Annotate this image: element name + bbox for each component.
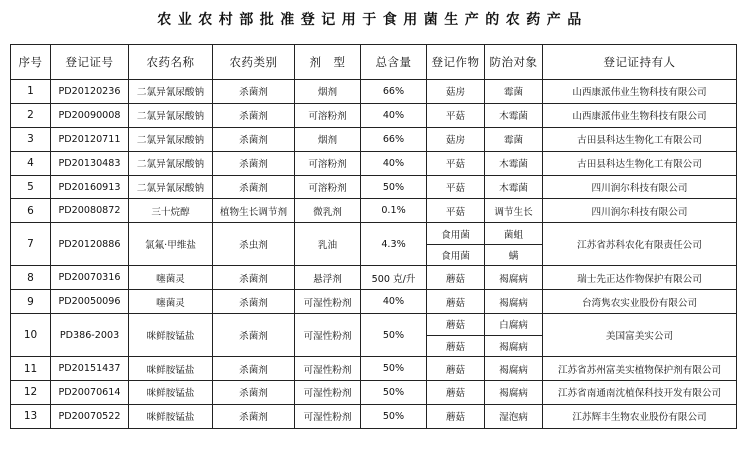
table-row [11, 381, 737, 405]
cell-name: 噻菌灵 [129, 290, 213, 314]
cell-reg: PD20090008 [51, 103, 129, 127]
cell-crop: 蘑菇 [427, 381, 485, 405]
cell-target: 褐腐病 [485, 381, 543, 405]
cell-category: 杀菌剂 [213, 175, 295, 199]
cell-name: 二氯异氰尿酸钠 [129, 80, 213, 104]
cell-target: 褐腐病 [485, 335, 543, 357]
cell-no: 1 [11, 80, 51, 104]
cell-category: 杀菌剂 [213, 314, 295, 357]
cell-target: 褐腐病 [485, 266, 543, 290]
cell-content: 40% [361, 151, 427, 175]
cell-crop: 蘑菇 [427, 290, 485, 314]
table-row [11, 314, 737, 336]
cell-form: 可湿性粉剂 [295, 290, 361, 314]
cell-reg: PD20050096 [51, 290, 129, 314]
cell-target: 白腐病 [485, 314, 543, 336]
cell-target: 霉菌 [485, 80, 543, 104]
cell-category: 杀菌剂 [213, 381, 295, 405]
cell-form: 悬浮剂 [295, 266, 361, 290]
cell-no: 12 [11, 381, 51, 405]
header-category: 农药类别 [213, 45, 295, 80]
cell-name: 三十烷醇 [129, 199, 213, 223]
cell-target: 褐腐病 [485, 290, 543, 314]
cell-no: 8 [11, 266, 51, 290]
cell-no: 10 [11, 314, 51, 357]
cell-target: 木霉菌 [485, 151, 543, 175]
cell-no: 11 [11, 357, 51, 381]
table-row [11, 80, 737, 104]
table-row [11, 175, 737, 199]
cell-no: 13 [11, 404, 51, 428]
cell-content: 50% [361, 314, 427, 357]
header-content: 总含量 [361, 45, 427, 80]
cell-content: 66% [361, 127, 427, 151]
cell-crop: 蘑菇 [427, 404, 485, 428]
cell-category: 杀菌剂 [213, 103, 295, 127]
cell-crop: 平菇 [427, 175, 485, 199]
cell-reg: PD20120886 [51, 223, 129, 266]
cell-category: 杀菌剂 [213, 404, 295, 428]
cell-crop: 平菇 [427, 103, 485, 127]
cell-crop: 平菇 [427, 199, 485, 223]
cell-form: 微乳剂 [295, 199, 361, 223]
cell-content: 40% [361, 103, 427, 127]
cell-reg: PD386-2003 [51, 314, 129, 357]
cell-name: 二氯异氰尿酸钠 [129, 175, 213, 199]
cell-no: 9 [11, 290, 51, 314]
document-title: 农业农村部批准登记用于食用菌生产的农药产品 [157, 12, 588, 28]
cell-crop: 食用菌 [427, 223, 485, 245]
cell-form: 乳油 [295, 223, 361, 266]
cell-name: 咪鲜胺锰盐 [129, 404, 213, 428]
table-body [11, 80, 737, 429]
header-reg: 登记证号 [51, 45, 129, 80]
cell-reg: PD20160913 [51, 175, 129, 199]
cell-holder: 江苏省南通南沈植保科技开发有限公司 [543, 381, 737, 405]
cell-form: 可溶粉剂 [295, 175, 361, 199]
cell-crop: 蘑菇 [427, 335, 485, 357]
cell-form: 可湿性粉剂 [295, 314, 361, 357]
header-crop: 登记作物 [427, 45, 485, 80]
cell-no: 7 [11, 223, 51, 266]
cell-category: 杀菌剂 [213, 290, 295, 314]
cell-holder: 四川润尔科技有限公司 [543, 175, 737, 199]
table-row [11, 199, 737, 223]
cell-holder: 美国富美实公司 [543, 314, 737, 357]
cell-target: 菌蛆 [485, 223, 543, 245]
cell-form: 可湿性粉剂 [295, 404, 361, 428]
cell-no: 3 [11, 127, 51, 151]
cell-crop: 食用菌 [427, 244, 485, 266]
cell-target: 木霉菌 [485, 103, 543, 127]
cell-name: 二氯异氰尿酸钠 [129, 151, 213, 175]
cell-crop: 平菇 [427, 151, 485, 175]
cell-content: 4.3% [361, 223, 427, 266]
cell-name: 噻菌灵 [129, 266, 213, 290]
cell-category: 杀菌剂 [213, 151, 295, 175]
cell-holder: 古田县科达生物化工有限公司 [543, 127, 737, 151]
cell-form: 可湿性粉剂 [295, 381, 361, 405]
cell-category: 杀虫剂 [213, 223, 295, 266]
table-row [11, 404, 737, 428]
cell-form: 可溶粉剂 [295, 103, 361, 127]
cell-name: 咪鲜胺锰盐 [129, 381, 213, 405]
cell-crop: 菇房 [427, 80, 485, 104]
cell-name: 咪鲜胺锰盐 [129, 314, 213, 357]
cell-reg: PD20080872 [51, 199, 129, 223]
cell-no: 4 [11, 151, 51, 175]
cell-form: 可溶粉剂 [295, 151, 361, 175]
table-row [11, 127, 737, 151]
cell-content: 66% [361, 80, 427, 104]
cell-target: 霉菌 [485, 127, 543, 151]
header-no: 序号 [11, 45, 51, 80]
cell-name: 二氯异氰尿酸钠 [129, 103, 213, 127]
cell-content: 40% [361, 290, 427, 314]
cell-name: 二氯异氰尿酸钠 [129, 127, 213, 151]
cell-holder: 山西康派伟业生物科技有限公司 [543, 80, 737, 104]
cell-name: 氯氟·甲维盐 [129, 223, 213, 266]
cell-content: 0.1% [361, 199, 427, 223]
cell-content: 50% [361, 381, 427, 405]
header-row [11, 45, 737, 80]
cell-holder: 瑞士先正达作物保护有限公司 [543, 266, 737, 290]
cell-holder: 江苏辉丰生物农业股份有限公司 [543, 404, 737, 428]
table-row [11, 103, 737, 127]
cell-target: 湿泡病 [485, 404, 543, 428]
cell-reg: PD20070522 [51, 404, 129, 428]
cell-crop: 菇房 [427, 127, 485, 151]
cell-content: 50% [361, 404, 427, 428]
cell-target: 褐腐病 [485, 357, 543, 381]
cell-holder: 四川润尔科技有限公司 [543, 199, 737, 223]
cell-reg: PD20070614 [51, 381, 129, 405]
registration-table [10, 44, 737, 429]
cell-no: 2 [11, 103, 51, 127]
cell-name: 咪鲜胺锰盐 [129, 357, 213, 381]
table-header [11, 45, 737, 80]
header-holder: 登记证持有人 [543, 45, 737, 80]
cell-form: 烟剂 [295, 127, 361, 151]
cell-target: 螨 [485, 244, 543, 266]
table-row [11, 223, 737, 245]
cell-target: 调节生长 [485, 199, 543, 223]
cell-category: 杀菌剂 [213, 127, 295, 151]
cell-category: 杀菌剂 [213, 357, 295, 381]
cell-category: 植物生长调节剂 [213, 199, 295, 223]
cell-crop: 蘑菇 [427, 357, 485, 381]
header-form: 剂 型 [295, 45, 361, 80]
header-name: 农药名称 [129, 45, 213, 80]
cell-target: 木霉菌 [485, 175, 543, 199]
cell-crop: 蘑菇 [427, 266, 485, 290]
cell-crop: 蘑菇 [427, 314, 485, 336]
table-row [11, 357, 737, 381]
cell-holder: 台湾隽农实业股份有限公司 [543, 290, 737, 314]
cell-category: 杀菌剂 [213, 80, 295, 104]
cell-form: 烟剂 [295, 80, 361, 104]
cell-holder: 古田县科达生物化工有限公司 [543, 151, 737, 175]
cell-reg: PD20130483 [51, 151, 129, 175]
cell-category: 杀菌剂 [213, 266, 295, 290]
cell-content: 50% [361, 357, 427, 381]
cell-reg: PD20070316 [51, 266, 129, 290]
table-row [11, 290, 737, 314]
table-row [11, 266, 737, 290]
cell-content: 50% [361, 175, 427, 199]
cell-reg: PD20151437 [51, 357, 129, 381]
cell-reg: PD20120711 [51, 127, 129, 151]
header-target: 防治对象 [485, 45, 543, 80]
cell-no: 5 [11, 175, 51, 199]
cell-reg: PD20120236 [51, 80, 129, 104]
cell-form: 可湿性粉剂 [295, 357, 361, 381]
cell-holder: 江苏省苏科农化有限责任公司 [543, 223, 737, 266]
table-row [11, 151, 737, 175]
cell-holder: 山西康派伟业生物科技有限公司 [543, 103, 737, 127]
cell-content: 500 克/升 [361, 266, 427, 290]
cell-holder: 江苏省苏州富美实植物保护剂有限公司 [543, 357, 737, 381]
cell-no: 6 [11, 199, 51, 223]
